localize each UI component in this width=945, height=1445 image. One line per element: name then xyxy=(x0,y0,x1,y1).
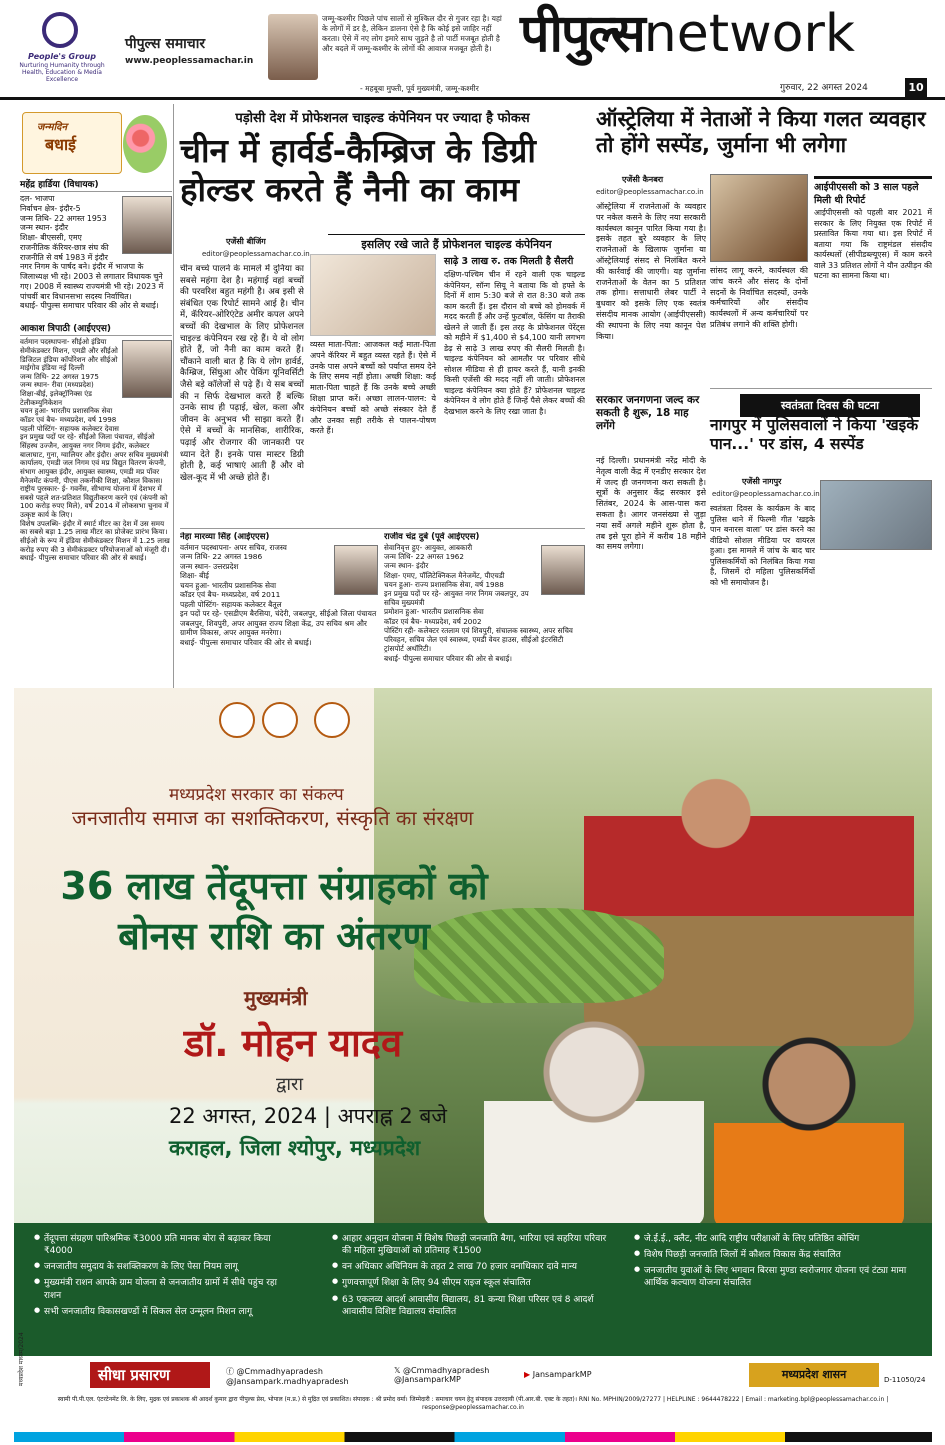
ad-cm-label: मुख्यमंत्री xyxy=(244,986,308,1010)
nagpur-body: स्वतंत्रता दिवस के कार्यक्रम के बाद पुलिस थाने में फिल्मी गीत 'खइके पान बनारस वाला' पर डांस करने का वीडियो सोशल मीडिया पर वायरल हुआ। इस मामले में जांच के बाद चार पुलिसकर्मियों को निलंबित किया गया है, जिसमें दो महिला पुलिसकर्मियों को भी समायोजन है। xyxy=(710,504,815,587)
ad-vertical-credit: मध्यप्रदेश माध्यम/2024 xyxy=(18,1332,25,1386)
person-photo xyxy=(334,545,378,595)
story-body-right: दक्षिण-पश्चिम चीन में रहने वाली एक चाइल्ड कंपेनियन, सॉन्ग सियू ने बताया कि वो हफ्ते के दिनों में शाम 5:30 बजे से रात 8:30 बजे तक काम करती हैं। इस दौरान वो बच्चे को होमवर्क में मदद करती हैं और उन्हें फुटबॉल, फेंसिंग या तैराकी खेलने ले जाती हैं। इस तरह के प्रोफेशनल पेरेंट्स को महीने में $1,400 से $4,100 यानी लगभग डेढ़ से साढ़े 3 लाख रुपए की सैलरी मिलती है। चाइल्ड कंपेनियन को आमतौर पर परिवार सीधे सोशल मीडिया से ही हायर करते हैं, यानी इनकी किसी एजेंसी की मदद नहीं ली जाती। प्रोफेशनल चाइल्ड कंपेनियन क्या होते हैं? प्रोफेशनल चाइल्ड कंपेनियन वे लोग होते हैं जिन्हें पैसे लेकर बच्चों की देखभाल करने के लिए रखा जाता है। xyxy=(444,270,585,416)
bio-rajiv xyxy=(384,532,585,682)
list-item: ● जे.ई.ई., क्लैट, नीट आदि राष्ट्रीय परीक्षाओं के लिए प्रतिष्ठित कोचिंग xyxy=(634,1233,919,1245)
person-photo xyxy=(122,196,172,254)
facebook-handle-1[interactable]: @Cmmadhyapradesh xyxy=(236,1367,323,1376)
police-dance-photo xyxy=(820,480,932,550)
story-kicker: पड़ोसी देश में प्रोफेशनल चाइल्ड कंपेनियन पर ज्यादा है फोकस xyxy=(235,111,530,126)
ad-code: D-11050/24 xyxy=(884,1376,926,1384)
pm-photo xyxy=(484,1006,704,1226)
birthday-badge-sub: बधाई xyxy=(45,135,76,154)
schemes-list-2 xyxy=(332,1233,612,1322)
ad-headline-2: बोनस राशि का अंतरण xyxy=(118,914,430,958)
facebook-icon: ⓕ xyxy=(226,1367,237,1376)
x-handles[interactable] xyxy=(394,1366,489,1384)
mehbooba-mufti-photo xyxy=(268,14,318,80)
list-item: ● गुणवत्तापूर्ण शिक्षा के लिए 94 सीएम राइज स्कूल संचालित xyxy=(332,1277,612,1289)
facebook-handles[interactable] xyxy=(226,1366,349,1386)
janjatiya-logo-icon xyxy=(314,702,350,738)
bio-text: वर्तमान पदस्थापना- अपर सचिव, राजस्व जन्म तिथि- 22 अगस्त 1986 जन्म स्थान- उत्तरप्रदेश शिक्षा- बीई चयन हुआ- भारतीय प्रशासनिक सेवा कॉडर एवं बैच- मध्यप्रदेश, वर्ष 2011 पहली पोस्टिंग- सहायक कलेक्टर बैतूल इन पदों पर रहे- एसडीएम बैरसिया, चंदेरी, जबलपुर, सीईओ जिला पंचायत जबलपुर, शिवपुरी, अपर आयुक्त राज्य शिक्षा केंद्र, उप सचिव श्रम और ग्रामीण विकास, अपर आयुक्त मनरेगा। बधाई- पीपुल्स समाचार परिवार की ओर से बधाई। xyxy=(180,542,377,647)
australia-email[interactable]: editor@peoplessamachar.co.in xyxy=(596,188,704,196)
ipsc-box-text: आईपीएससी को पहली बार 2021 में सरकार के लिए नियुक्त एक रिपोर्ट में प्रस्तावित किया गया था। इस रिपोर्ट में बताया गया कि राष्ट्रमंडल संसदीय कार्यस्थलों (सीपीडब्ल्यूएस) में काम करने वाले 33 प्रतिशत लोगों ने यौन उत्पीड़न की घटना का सामना किया था। xyxy=(814,208,932,281)
bouquet-icon xyxy=(123,115,167,173)
paper-name: पीपुल्स समाचार xyxy=(125,36,206,52)
mp-seal-icon xyxy=(262,702,298,738)
quote-attribution: - महबूबा मुफ्ती, पूर्व मुख्यमंत्री, जम्मू-कश्मीर xyxy=(360,84,479,93)
bio-text: सेवानिवृत्त हुए- आयुक्त, आबकारी जन्म तिथि- 22 अगस्त 1962 जन्म स्थान- इंदौर शिक्षा- एमए, पॉलिटेक्निकल मैनेजमेंट, पीएचडी चयन हुआ- राज्य प्रशासनिक सेवा, वर्ष 1988 इन प्रमुख पदों पर रहे- आयुक्त नगर निगम जबलपुर, उप सचिव मुख्यमंत्री प्रमोशन हुआ- भारतीय प्रशासनिक सेवा कॉडर एवं बैच- मध्यप्रदेश, वर्ष 2002 पोस्टिंग रही- कलेक्टर रतलाम एवं शिवपुरी, संचालक स्वास्थ्य, अपर सचिव परिवहन, सचिव जेल एवं स्वास्थ्य, एमडी वेयर हाउस, सीईओ इंटरसिटी ट्रांसपोर्ट अथॉरिटी। बधाई- पीपुल्स समाचार परिवार की ओर से बधाई। xyxy=(384,542,573,663)
tribal-woman-photo xyxy=(584,736,914,1046)
ad-line-1: मध्यप्रदेश सरकार का संकल्प xyxy=(169,785,344,805)
australia-body: ऑस्ट्रेलिया में राजनेताओं के व्यवहार पर नकेल कसने के लिए नया सरकारी कार्यस्थल कानून पारित किया गया है। इसके तहत बुरे व्यवहार के लिए राजनेताओं के खिलाफ जुर्माना या ऑस्ट्रेलियाई संसद से निलंबित करने की कार्रवाई की जाएगी। यह जुर्माना राजनेताओं के वेतन का 5 प्रतिशत तक होगा। सत्ताधारी लेबर पार्टी ने बुधवार को इसके लिए एक स्वतंत्र संसदीय मानक आयोग (आईपीएससी) की स्थापना के लिए नया कानून पेश किया। xyxy=(596,202,706,341)
x-handle-2[interactable]: @JansamparkMP xyxy=(394,1375,461,1384)
birthday-badge xyxy=(22,112,122,174)
issue-date: गुरुवार, 22 अगस्त 2024 xyxy=(780,83,868,93)
ad-cm-name: डॉ. मोहन यादव xyxy=(184,1021,403,1065)
census-headline: सरकार जनगणना जल्द कर सकती है शुरू, 18 माह लगेंगे xyxy=(596,394,700,433)
imprint-line: स्वामी पी.पी.एल. एंटरटेनमेंट लि. के लिए, मुद्रक एवं प्रकाशक श्री आदर्श कुमार द्वारा पीपुल्स प्रेस, भोपाल (म.प्र.) से मुद्रित एवं प्रकाशित। संपादक : श्री प्रमोद वर्मा। जिम्मेदारी : समाचार चयन हेतु संपादक उत्तरदायी (पी.आर.बी. एक्ट के तहत)। RNI No. MPHIN/2009/27277 | HELPLINE : 9644478222 | Email : marketing.bpl@peoplessamachar.co.in | response@peoplessamachar.co.in xyxy=(57,1396,889,1411)
facebook-handle-2[interactable]: @Jansampark.madhyapradesh xyxy=(226,1377,349,1386)
list-item: ● तेंदूपत्ता संग्रहण पारिश्रमिक ₹3000 प्रति मानक बोरा से बढ़ाकर किया ₹4000 xyxy=(34,1233,294,1257)
x-icon: 𝕏 xyxy=(394,1366,403,1375)
story-subhead: इसलिए रखे जाते हैं प्रोफेशनल चाइल्ड कंपेनियन xyxy=(328,234,585,252)
story-photo-nanny xyxy=(310,254,436,336)
live-stream-label: सीधा प्रसारण xyxy=(90,1362,210,1388)
ad-by: द्वारा xyxy=(276,1074,304,1095)
ad-headline-1: 36 लाख तेंदूपत्ता संग्राहकों को xyxy=(60,864,488,908)
person-name: आकाश त्रिपाठी (आईएएस) xyxy=(20,324,172,336)
brand-right: network xyxy=(643,4,855,64)
list-item: ● जनजातीय युवाओं के लिए भगवान बिरसा मुण्डा स्वरोजगार योजना एवं टंट्या मामा आर्थिक कल्याण योजना संचालित xyxy=(634,1265,919,1289)
schemes-list-3 xyxy=(634,1233,919,1294)
divider xyxy=(710,388,932,389)
youtube-icon: ▶ xyxy=(524,1370,533,1379)
youtube-handle[interactable] xyxy=(524,1370,592,1379)
print-color-bar xyxy=(14,1432,932,1442)
bio-name: राजीव चंद्र दुबे (पूर्व आईएएस) xyxy=(384,532,480,542)
ipsc-box-head: आईपीएससी को 3 साल पहले मिली थी रिपोर्ट xyxy=(814,182,919,206)
story-byline: एजेंसी बीजिंग xyxy=(226,237,266,246)
page-number: 10 xyxy=(905,78,927,98)
story-bullets: व्यस्त माता-पिता: आजकल कई माता-पिता अपने कॅरियर में बहुत व्यस्त रहते हैं। ऐसे में उनके पास अपने बच्चों को पर्याप्त समय देने के लिए समय नहीं होता। अच्छी शिक्षा: कई माता-पिता चाहते हैं कि उनके बच्चे अच्छी शिक्षा प्राप्त करें। अच्छा लालन-पालन: ये कंपेनियन बच्चों को अच्छे संस्कार देते हैं और उनका सही तरीके से पालन-पोषण करते हैं। xyxy=(310,340,436,436)
brand-logo xyxy=(520,4,855,64)
person-photo xyxy=(122,340,172,398)
story-headline: चीन में हार्वर्ड-कैम्ब्रिज के डिग्री होल्डर करते हैं नैनी का काम xyxy=(180,131,536,209)
mp-government-ad xyxy=(14,688,932,1393)
mp-shasan-label: मध्यप्रदेश शासन xyxy=(749,1363,879,1387)
group-tagline xyxy=(18,52,106,83)
person-name: महेंद्र हार्डिया (विधायक) xyxy=(20,180,172,192)
paper-url[interactable]: www.peoplessamachar.in xyxy=(125,56,254,66)
masthead xyxy=(0,0,945,100)
person-bio: वर्तमान पदस्थापना- सीईओ इंडिया सेमीकंडक्टर मिशन, एमडी और सीईओ डिजिटल इंडिया कॉर्पोरेशन और सीईओ माईगोव इंडिया नई दिल्ली जन्म तिथि- 22 अगस्त 1975 जन्म स्थान- रीवा (मध्यप्रदेश) शिक्षा-बीई, इलेक्ट्रॉनिक्स एंड टेलीकम्युनिकेशन चयन हुआ- भारतीय प्रशासनिक सेवा कॉडर एवं बैच- मध्यप्रदेश, वर्ष 1998 पहली पोस्टिंग- सहायक कलेक्टर देवास इन प्रमुख पदों पर रहे- सीईओ जिला पंचायत, सीईओ सिंहस्थ उज्जैन, आयुक्त नगर निगम इंदौर, कलेक्टर बालाघाट, गुना, ग्वालियर और इंदौर। अपर सचिव मुख्यमंत्री कार्यालय, एमडी जल निगम एवं मप्र विद्युत वितरण कंपनी, संभाग आयुक्त इंदौर, आयुक्त स्वास्थ्य, एमडी मप्र पॉवर मैनेजमेंट कंपनी, पीएस तकनीकी शिक्षा, कौशल विकास। राष्ट्रीय पुरस्कार- ई- गवर्नेंस, सीभाग्य योजना में देशभर में सबसे पहले शत-प्रतिशत विद्युतीकरण करने एवं (कंपनी को 100 करोड़ रुपए मिले), वर्ष 2014 में लोकसभा चुनाव में उत्कृष्ट कार्य के लिए। विशेष उपलब्धि- इंदौर में स्मार्ट मीटर का देश में उस समय का सबसे बड़ा 1.25 लाख मीटर का प्रोजेक्ट प्रारंभ किया। सीईओ के रूप में इंडिया सेमीकंडक्टर मिशन में 1.25 लाख करोड़ रुपए की 3 सेमीकंडक्टर परियोजनाओं को मंजूरी दी। बधाई- पीपुल्स समाचार परिवार की ओर से बधाई। xyxy=(20,337,170,563)
youtube-handle-text[interactable]: JansamparkMP xyxy=(532,1370,592,1379)
list-item: ● वन अधिकार अधिनियम के तहत 2 लाख 70 हजार वनाधिकार दावे मान्य xyxy=(332,1261,612,1273)
list-item: ● 63 एकलव्य आदर्श आवासीय विद्यालय, 81 कन्या शिक्षा परिसर एवं 8 आदर्श आवासीय विशिष्ट विद्यालय संचालित xyxy=(332,1294,612,1318)
story-body-left: चीन बच्चे पालने के मामले में दुनिया का सबसे महंगा देश है। महंगाई वहां बच्चों की परवरिश बहुत महंगी है। अब इसी से संबंधित एक रिपोर्ट सामने आई है। चीन में, कॅरियर-ओरिएंटेड अमीर कपल अपने बच्चों की देखभाल के लिए प्रोफेशनल चाइल्ड कंपेनियन रख रहे हैं। ये वो लोग होते हैं, जो नैनी का काम करते हैं। चौंकाने वाली बात है कि ये लोग हार्वर्ड, कैम्ब्रिज, सिंघुआ और पेकिंग यूनिवर्सिटी जैसे बड़े कॉलेजों से पढ़े हैं। ये सब बच्चों की न सिर्फ देखभाल करते हैं बल्कि उनके साथ ही पढ़ाई, खेल, कला और जीवन के अनुभव भी साझा करते हैं। ऐसे में बच्चों के मानसिक, शारीरिक, पढ़ाई और रोजगार की जानकारी पर ध्यान देते हैं। इनके पास मास्टर डिग्री होती है, कई भाषाएं आती हैं और वो खेल-कूद में भी अच्छे होते हैं। xyxy=(180,264,304,483)
census-body: नई दिल्ली। प्रधानमंत्री नरेंद्र मोदी के नेतृत्व वाली केंद्र में एनडीए सरकार देश में जल्द ही जनगणना करा सकती है। सूत्रों के अनुसार केंद्र सरकार इसे सितंबर, 2024 के आस-पास करा सकता है। आगर जनसंख्या से जुड़ा नया सर्वे अगले महीने शुरू होता है, तब इसे पूरा होने में करीब 18 महीने का समय लगेगा। xyxy=(596,456,706,552)
nagpur-email[interactable]: editor@peoplessamachar.co.in xyxy=(712,490,820,498)
person-tripathi xyxy=(20,324,172,563)
person-bio: दल- भाजपा निर्वाचन क्षेत्र- इंदौर-5 जन्म तिथि- 22 अगस्त 1953 जन्म स्थान- इंदौर शिक्षा- बीएससी, एमए राजनीतिक कॅरियर-छात्र संघ की राजनीति से वर्ष 1983 में इंदौर नगर निगम के पार्षद बने। इंदौर में भाजपा के जिलाध्यक्ष भी रहे। 2003 से लगातार विधायक चुने गए। 2008 में स्वास्थ्य राज्यमंत्री भी रहे। 2023 में पांचवीं बार विधानसभा सदस्य निर्वाचित। बधाई- पीपुल्स समाचार परिवार की ओर से बधाई। xyxy=(20,194,164,311)
nagpur-byline: एजेंसी नागपुर xyxy=(742,477,782,486)
main-story xyxy=(180,104,585,663)
list-item: ● मुख्यमंत्री राशन आपके ग्राम योजना से जनजातीय ग्रामों में सीधे पहुंच रहा राशन xyxy=(34,1277,294,1301)
ad-schemes-band xyxy=(14,1223,932,1356)
right-stories xyxy=(592,104,932,688)
bio-neha xyxy=(180,532,378,682)
birthday-column xyxy=(14,104,174,688)
story-sidehead: साढ़े 3 लाख रु. तक मिलती है सैलरी xyxy=(444,256,574,267)
nagpur-headline: नागपुर में पुलिसवालों ने किया 'खइके पान...' पर डांस, 4 सस्पेंड xyxy=(710,416,919,454)
x-handle-1[interactable]: @Cmmadhyapradesh xyxy=(403,1366,490,1375)
ad-date: 22 अगस्त, 2024 | अपराह्न 2 बजे xyxy=(169,1104,447,1128)
list-item: ● सभी जनजातीय विकासखण्डों में सिकल सेल उन्मूलन मिशन लागू xyxy=(34,1306,294,1318)
cm-photo xyxy=(714,1028,904,1228)
list-item: ● विशेष पिछड़ी जनजाति जिलों में कौशल विकास केंद्र संचालित xyxy=(634,1249,919,1261)
divider xyxy=(180,528,585,529)
peoples-group-logo xyxy=(42,12,78,48)
person-hardiya xyxy=(20,180,172,311)
group-tagline-text: Nurturing Humanity through Health, Education & Media Excellence xyxy=(19,61,105,83)
australia-body-2: सांसद लागू करने, कार्यस्थल की जांच करने और संसद के दोनों सदनों के निर्वाचित सदस्यों, उनके कर्मचारियों और संसदीय कार्यस्थलों में अन्य कर्मचारियों पर प्रतिबंध लगाने की शक्ति होगी। xyxy=(710,266,808,329)
brand-left: पीपुल्स xyxy=(520,4,644,64)
ad-place: कराहल, जिला श्योपुर, मध्यप्रदेश xyxy=(169,1136,421,1160)
group-name: People's Group xyxy=(28,52,96,61)
box-rule xyxy=(814,176,932,179)
gavel-photo xyxy=(710,174,808,262)
ad-footer xyxy=(14,1332,932,1393)
list-item: ● आहार अनुदान योजना में विशेष पिछड़ी जनजाति बैगा, भारिया एवं सहरिया परिवार की महिला मुखियाओं को प्रतिमाह ₹1500 xyxy=(332,1233,612,1257)
story-email[interactable]: editor@peoplessamachar.co.in xyxy=(202,250,310,258)
bio-name: नेहा मारव्या सिंह (आईएएस) xyxy=(180,532,270,542)
person-photo xyxy=(541,545,585,595)
australia-byline: एजेंसी कैनबरा xyxy=(622,175,664,184)
australia-headline: ऑस्ट्रेलिया में नेताओं ने किया गलत व्यवहार तो होंगे सस्पेंड, जुर्माना भी लगेगा xyxy=(596,107,926,158)
ad-line-2: जनजातीय समाज का सशक्तिकरण, संस्कृति का संरक्षण xyxy=(72,806,474,830)
schemes-list-1 xyxy=(34,1233,294,1322)
list-item: ● जनजातीय समुदाय के सशक्तिकरण के लिए पेसा नियम लागू xyxy=(34,1261,294,1273)
pull-quote: जम्मू-कश्मीर पिछले पांच सालों से मुश्किल दौर से गुजर रहा है। यहां के लोगों में डर है, लेकिन डालना ऐसे है कि कोई इसे जाहिर नहीं करता। ऐसे में नए लोग इमारे साथ जुड़ते है तो पार्टी मजबूत होती है और बदले में जम्मू-कश्मीर के लोगों की आवाज मजबूत होती है। xyxy=(322,14,502,54)
emblem-icon xyxy=(219,702,255,738)
independence-day-tag: स्वतंत्रता दिवस की घटना xyxy=(740,394,920,417)
birthday-badge-title: जन्मदिन xyxy=(37,122,68,133)
